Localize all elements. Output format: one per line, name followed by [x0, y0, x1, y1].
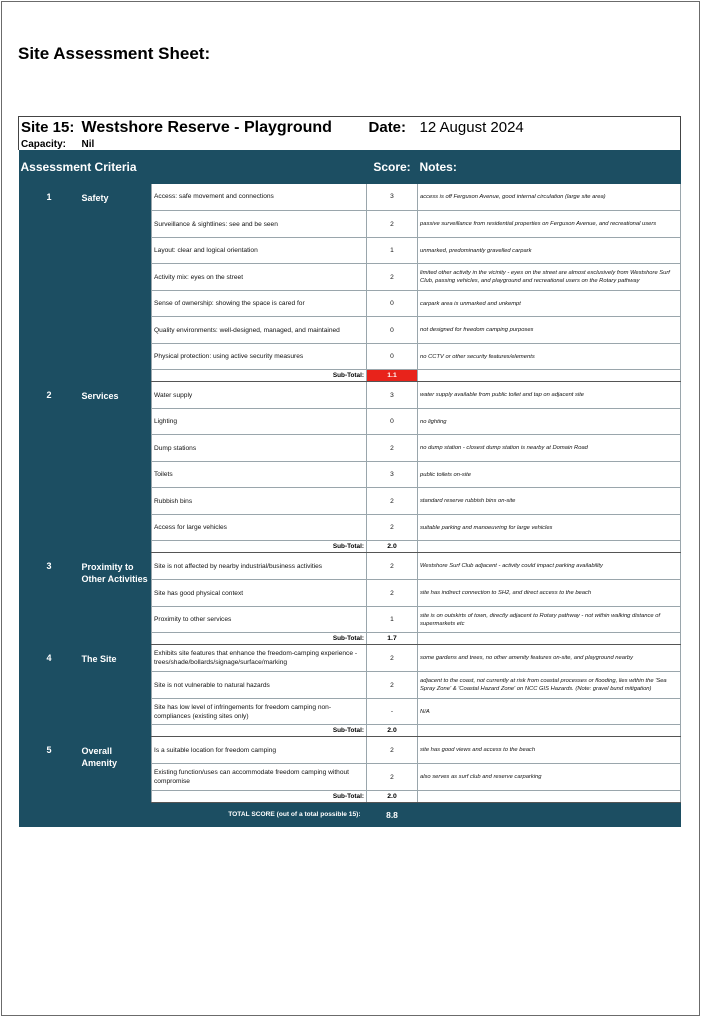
criterion-note: water supply available from public toilet and tap on adjacent site	[418, 382, 681, 409]
criterion-score: 2	[367, 515, 418, 541]
section-name: Services	[80, 382, 152, 553]
criterion-label: Site has low level of infringements for freedom camping non-compliances (existing sites only)	[152, 699, 367, 725]
criterion-label: Access: safe movement and connections	[152, 184, 367, 211]
criterion-score: 1	[367, 607, 418, 633]
criterion-note: site is on outskirts of town, directly adjacent to Rotary pathway - not within walking distance of supermarkets etc	[418, 607, 681, 633]
criterion-label: Lighting	[152, 409, 367, 435]
criterion-score: 2	[367, 672, 418, 699]
total-note-cell	[418, 803, 681, 827]
criterion-note: adjacent to the coast, not currently at risk from coastal processes or flooding, lies within the 'Sea Spray Zone' & 'Coastal Hazard Zone' on NCC GIS Hazards. (Note: gravel bund mitigation)	[418, 672, 681, 699]
section-number: 1	[19, 184, 80, 382]
criterion-note: some gardens and trees, no other amenity features on-site, and playground nearby	[418, 645, 681, 672]
assessment-table	[18, 116, 681, 827]
capacity-label: Capacity:	[19, 139, 80, 150]
criterion-note: site has indirect connection to SH2, and direct access to the beach	[418, 580, 681, 607]
criterion-label: Toilets	[152, 462, 367, 488]
criterion-score: 2	[367, 435, 418, 462]
criterion-note: not designed for freedom camping purposes	[418, 317, 681, 344]
subtotal-label: Sub-Total:	[152, 633, 367, 645]
subtotal-value: 2.0	[367, 791, 418, 803]
criteria-header: Assessment Criteria	[19, 150, 367, 184]
criterion-note: access is off Ferguson Avenue, good internal circulation (large site area)	[418, 184, 681, 211]
criterion-label: Rubbish bins	[152, 488, 367, 515]
criterion-label: Site has good physical context	[152, 580, 367, 607]
total-score-value: 8.8	[367, 803, 418, 827]
criterion-note: site has good views and access to the beach	[418, 737, 681, 764]
notes-header: Notes:	[418, 150, 681, 184]
criterion-score: 2	[367, 264, 418, 291]
criterion-score: 2	[367, 211, 418, 238]
criterion-label: Quality environments: well-designed, managed, and maintained	[152, 317, 367, 344]
section-number: 5	[19, 737, 80, 803]
criterion-label: Dump stations	[152, 435, 367, 462]
section-number: 4	[19, 645, 80, 737]
criterion-note: passive surveillance from residential properties on Ferguson Avenue, and recreational users	[418, 211, 681, 238]
criterion-label: Access for large vehicles	[152, 515, 367, 541]
criterion-note: Westshore Surf Club adjacent - activity could impact parking availability	[418, 553, 681, 580]
criterion-score: 2	[367, 737, 418, 764]
date-value: 12 August 2024	[418, 117, 681, 139]
criterion-score: 2	[367, 764, 418, 791]
subtotal-value: 1.7	[367, 633, 418, 645]
section-name: Overall Amenity	[80, 737, 152, 803]
criterion-note: N/A	[418, 699, 681, 725]
criterion-label: Site is not vulnerable to natural hazards	[152, 672, 367, 699]
section-number: 3	[19, 553, 80, 645]
criterion-note: also serves as surf club and reserve carparking	[418, 764, 681, 791]
criterion-score: 2	[367, 553, 418, 580]
section-name: Proximity to Other Activities	[80, 553, 152, 645]
subtotal-value: 1.1	[367, 370, 418, 382]
criterion-score: 3	[367, 382, 418, 409]
criterion-note: suitable parking and manoeuvring for large vehicles	[418, 515, 681, 541]
criterion-score: 2	[367, 645, 418, 672]
criterion-note: no lighting	[418, 409, 681, 435]
criterion-score: 0	[367, 317, 418, 344]
total-row	[19, 803, 681, 827]
criteria-row	[19, 645, 681, 672]
criterion-score: 0	[367, 344, 418, 370]
criterion-note: unmarked, predominantly gravelled carpark	[418, 238, 681, 264]
subtotal-label: Sub-Total:	[152, 541, 367, 553]
criterion-score: -	[367, 699, 418, 725]
criterion-label: Surveillance & sightlines: see and be seen	[152, 211, 367, 238]
criterion-score: 3	[367, 184, 418, 211]
criterion-score: 0	[367, 409, 418, 435]
site-name: Westshore Reserve - Playground	[80, 117, 367, 139]
criterion-note: standard reserve rubbish bins on-site	[418, 488, 681, 515]
criterion-label: Is a suitable location for freedom camping	[152, 737, 367, 764]
criterion-label: Site is not affected by nearby industrial/business activities	[152, 553, 367, 580]
criterion-score: 2	[367, 488, 418, 515]
subtotal-note-cell	[418, 725, 681, 737]
criteria-row	[19, 553, 681, 580]
criterion-label: Proximity to other services	[152, 607, 367, 633]
date-label: Date:	[367, 117, 418, 139]
page-title: Site Assessment Sheet:	[18, 44, 211, 63]
criterion-note: no dump station - closest dump station is nearby at Domain Road	[418, 435, 681, 462]
criterion-label: Exhibits site features that enhance the freedom-camping experience - trees/shade/bollards/signage/surface/marking	[152, 645, 367, 672]
capacity-value: Nil	[81, 138, 95, 150]
criterion-label: Water supply	[152, 382, 367, 409]
subtotal-value: 2.0	[367, 541, 418, 553]
total-score-label: TOTAL SCORE (out of a total possible 15):	[152, 803, 367, 827]
criteria-row	[19, 737, 681, 764]
site-label: Site 15:	[19, 117, 80, 139]
criterion-label: Sense of ownership: showing the space is cared for	[152, 291, 367, 317]
subtotal-label: Sub-Total:	[152, 791, 367, 803]
criteria-row	[19, 382, 681, 409]
subtotal-note-cell	[418, 633, 681, 645]
criterion-score: 0	[367, 291, 418, 317]
criterion-note: carpark area is unmarked and unkempt	[418, 291, 681, 317]
total-spacer	[19, 803, 152, 827]
criterion-note: public toilets on-site	[418, 462, 681, 488]
criterion-label: Layout: clear and logical orientation	[152, 238, 367, 264]
criterion-score: 3	[367, 462, 418, 488]
criterion-label: Activity mix: eyes on the street	[152, 264, 367, 291]
section-name: The Site	[80, 645, 152, 737]
subtotal-note-cell	[418, 791, 681, 803]
subtotal-value: 2.0	[367, 725, 418, 737]
score-header: Score:	[367, 150, 418, 184]
criterion-label: Existing function/uses can accommodate freedom camping without compromise	[152, 764, 367, 791]
criterion-score: 2	[367, 580, 418, 607]
section-number: 2	[19, 382, 80, 553]
criterion-note: limited other activity in the vicinity - eyes on the street are almost exclusively from Westshore Surf Club, passing vehicles, and playground and recreational users on the Rotary pathway	[418, 264, 681, 291]
subtotal-label: Sub-Total:	[152, 725, 367, 737]
subtotal-label: Sub-Total:	[152, 370, 367, 382]
criteria-row	[19, 184, 681, 211]
section-name: Safety	[80, 184, 152, 382]
criterion-label: Physical protection: using active security measures	[152, 344, 367, 370]
subtotal-note-cell	[418, 370, 681, 382]
subtotal-note-cell	[418, 541, 681, 553]
criterion-score: 1	[367, 238, 418, 264]
criterion-note: no CCTV or other security features/elements	[418, 344, 681, 370]
